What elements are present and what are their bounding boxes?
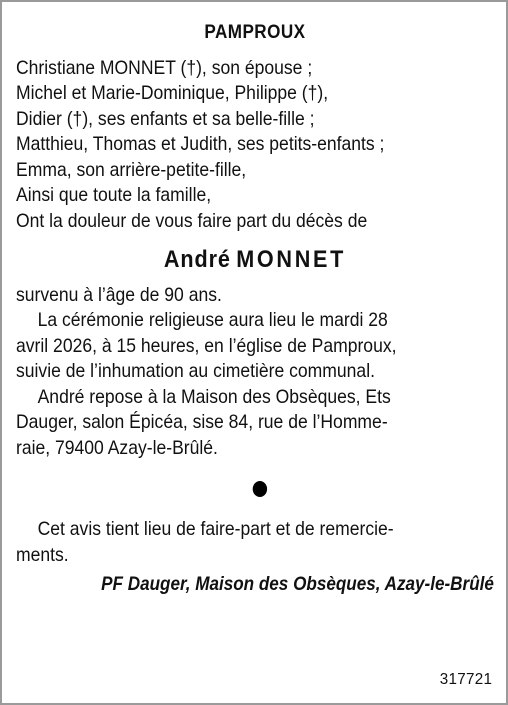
notice-heading: PAMPROUX	[204, 22, 306, 43]
family-line: Didier (†), ses enfants et sa belle-fille ;	[16, 107, 315, 130]
family-line: Matthieu, Thomas et Judith, ses petits-enfants ;	[16, 133, 385, 155]
closing-line: ments.	[16, 543, 69, 566]
ceremony-line: suivie de l’inhumation au cimetière communal.	[16, 360, 375, 382]
closing-line: Cet avis tient lieu de faire-part et de remercie-	[37, 518, 394, 540]
rest-line: raie, 79400 Azay-le-Brûlé.	[16, 436, 218, 459]
ceremony-line: avril 2026, à 15 heures, en l’église de Pamproux,	[16, 334, 397, 357]
reference-number: 317721	[439, 671, 492, 688]
family-line: Ainsi que toute la famille,	[16, 184, 212, 206]
deceased-first-name: André	[163, 246, 231, 273]
notice-body	[16, 20, 494, 598]
deceased-name	[16, 247, 494, 273]
family-line: Emma, son arrière-petite-fille,	[16, 158, 247, 181]
funeral-home-signature: PF Dauger, Maison des Obsèques, Azay-le-Brûlé	[101, 574, 494, 595]
ceremony-line: La cérémonie religieuse aura lieu le mardi 28	[37, 309, 388, 331]
age-line: survenu à l’âge de 90 ans.	[16, 283, 222, 306]
family-line: Michel et Marie-Dominique, Philippe (†),	[16, 82, 329, 104]
family-line: Christiane MONNET (†), son épouse ;	[16, 56, 313, 79]
bullet-separator-icon	[253, 481, 267, 497]
rest-line: André repose à la Maison des Obsèques, Ets	[37, 385, 391, 408]
rest-line: Dauger, salon Épicéa, sise 84, rue de l’Homme-	[16, 411, 388, 433]
family-line: Ont la douleur de vous faire part du décès de	[16, 209, 368, 232]
separator	[16, 461, 494, 517]
deceased-last-name: MONNET	[236, 246, 347, 273]
